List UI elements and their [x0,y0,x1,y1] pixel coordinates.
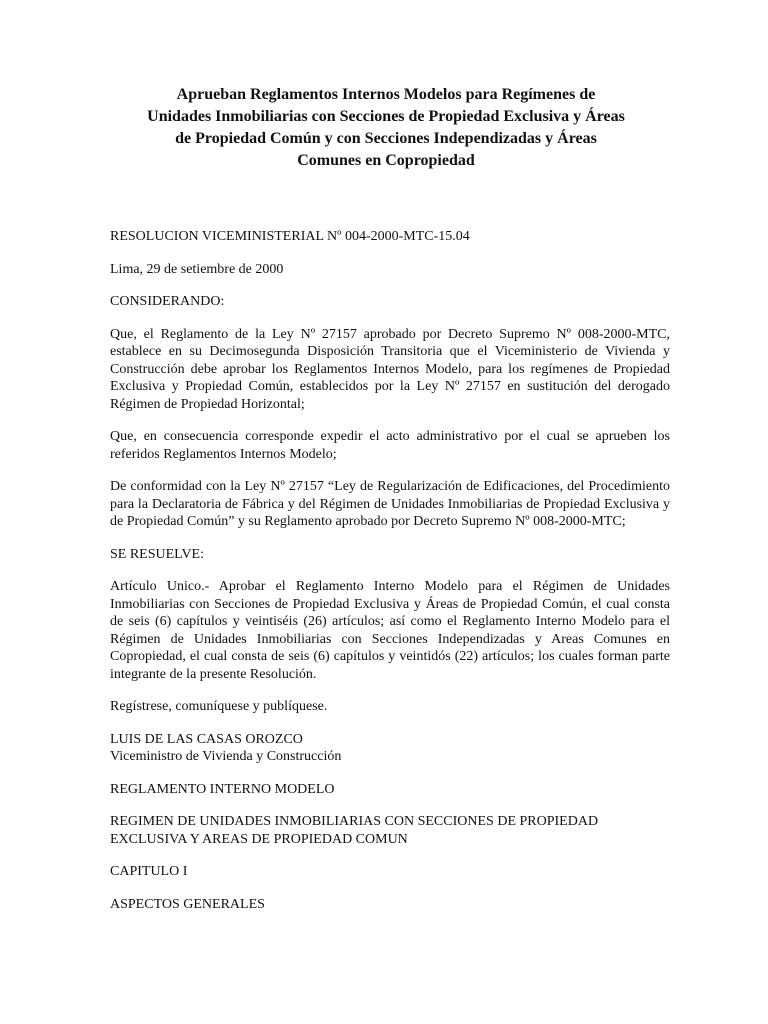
signer-name: LUIS DE LAS CASAS OROZCO [110,731,303,747]
title-line: Unidades Inmobiliarias con Secciones de Propiedad Exclusiva y Áreas [147,108,625,125]
paragraph-whereas-1: Que, el Reglamento de la Ley Nº 27157 aprobado por Decreto Supremo Nº 008-2000-MTC, establece en su Decimosegunda Disposición Transitoria que el Viceministerio de Vivienda y Construcción debe aprobar los Reglamentos Internos Modelo, para los regímenes de Propiedad Exclusiva y Propiedad Común, establecidos por la Ley Nº 27157 en sustitución del derogado Régimen de Propiedad Horizontal; [110,326,670,412]
paragraph-article-unico: Artículo Unico.- Aprobar el Reglamento Interno Modelo para el Régimen de Unidades Inmobiliarias con Secciones de Propiedad Exclusiva y Áreas de Propiedad Común, el cual consta de seis (6) capítulos y veintiséis (26) artículos; así como el Reglamento Interno Modelo para el Régimen de Unidades Inmobiliarias con Secciones Independizadas y Areas Comunes en Copropiedad, el cual consta de seis (6) capítulos y veintidós (22) artículos; los cuales forman parte integrante de la presente Resolución. [110,579,670,682]
section-heading: ASPECTOS GENERALES [110,896,265,912]
resolution-number: RESOLUCION VICEMINISTERIAL Nº 004-2000-MTC-15.04 [110,229,470,244]
document-title [110,84,670,172]
registrese-line: Regístrese, comuníquese y publíquese. [110,699,328,714]
signature-block [110,731,670,766]
chapter-heading: CAPITULO I [110,864,188,879]
paragraph-conformity: De conformidad con la Ley Nº 27157 “Ley de Regularización de Edificaciones, del Procedimiento para la Declaratoria de Fábrica y del Régimen de Unidades Inmobiliarias de Propiedad Exclusiva y de Propiedad Común” y su Reglamento aprobado por Decreto Supremo Nº 008-2000-MTC; [110,479,670,529]
signer-title: Viceministro de Vivienda y Construcción [110,749,342,764]
title-line: de Propiedad Común y con Secciones Independizadas y Áreas [175,130,597,147]
se-resuelve-heading: SE RESUELVE: [110,546,204,562]
document-body [110,228,670,913]
title-line: Comunes en Copropiedad [297,152,475,169]
considerando-heading: CONSIDERANDO: [110,294,225,309]
regimen-heading: REGIMEN DE UNIDADES INMOBILIARIAS CON SECCIONES DE PROPIEDAD EXCLUSIVA Y AREAS DE PROPIEDAD COMUN [110,814,599,847]
paragraph-whereas-2: Que, en consecuencia corresponde expedir el acto administrativo por el cual se aprueben los referidos Reglamentos Internos Modelo; [110,429,670,462]
title-line: Aprueban Reglamentos Internos Modelos para Regímenes de [176,86,596,103]
reglamento-heading: REGLAMENTO INTERNO MODELO [110,781,335,797]
date-line: Lima, 29 de setiembre de 2000 [110,261,284,277]
